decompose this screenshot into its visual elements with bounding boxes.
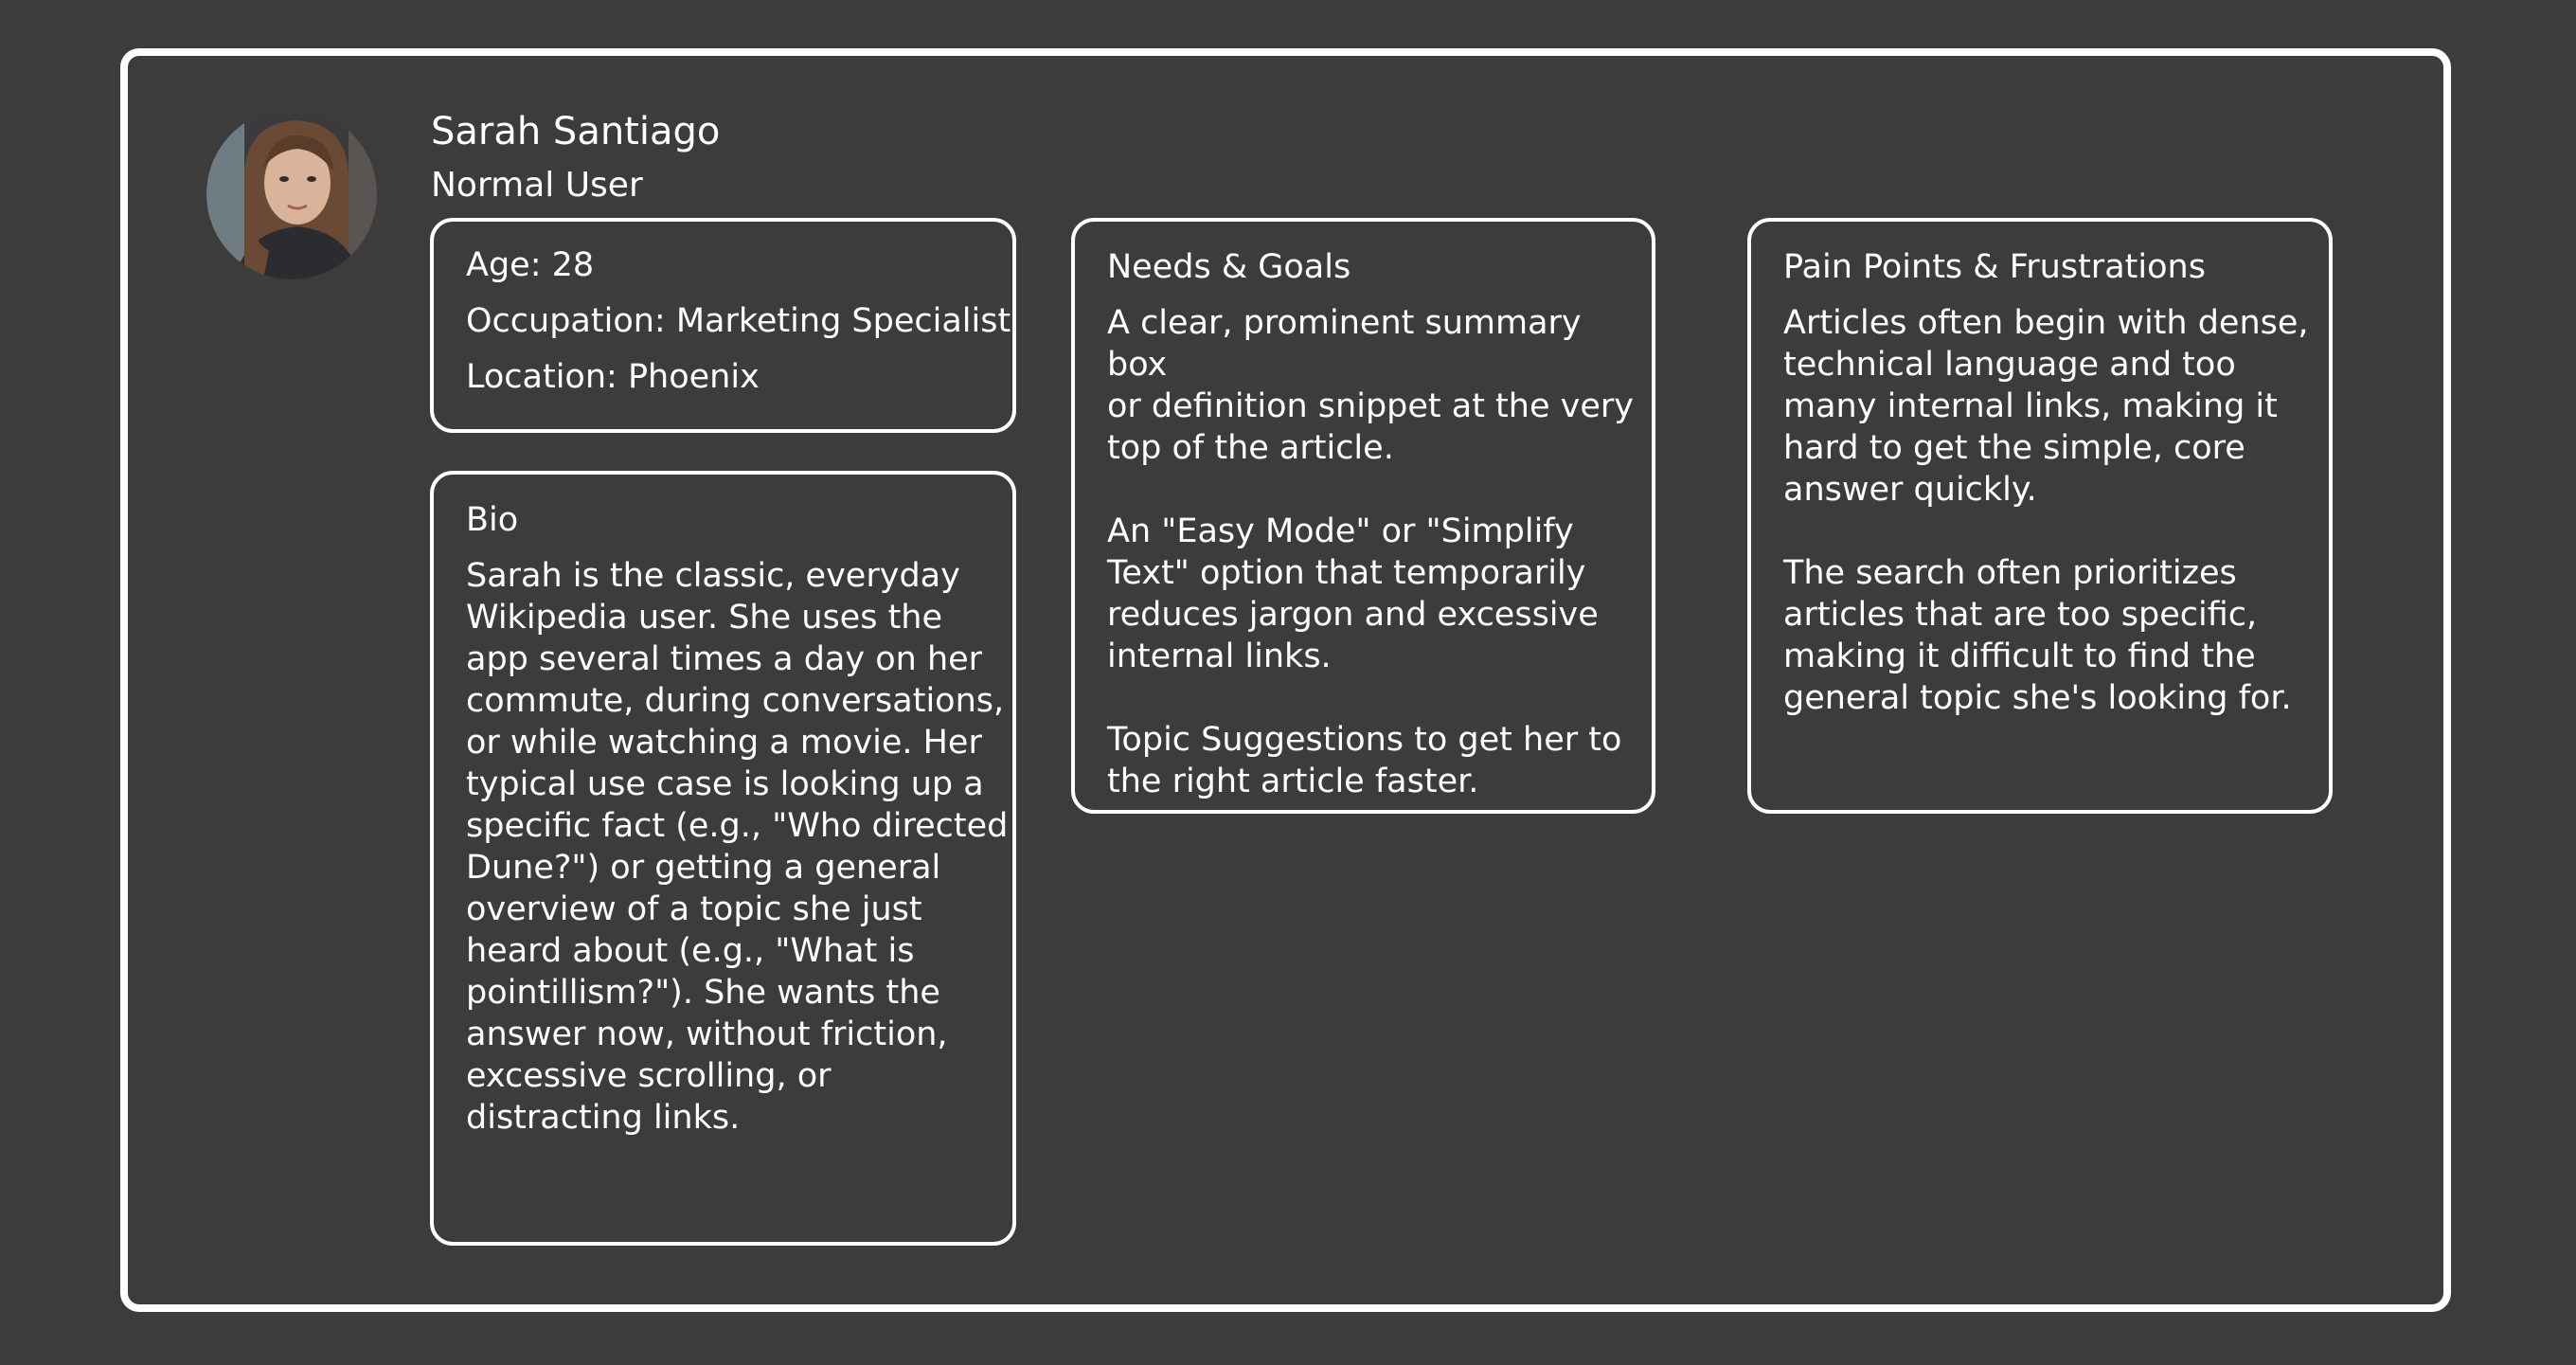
needs-goals-text: A clear, prominent summary box or definition snippet at the very top of the article. An "Easy Mode" or "Simplify Text" option that temporarily reduces jargon and excessive internal links. Topic Suggestions to get her to the right article faster. (1107, 304, 1634, 800)
persona-role: Normal User (431, 166, 643, 205)
pain-points-card (1747, 218, 2333, 814)
bio-title: Bio (466, 501, 519, 539)
info-card (430, 218, 1016, 433)
age-text: Age: 28 (466, 246, 595, 284)
occupation-text: Occupation: Marketing Specialist (466, 302, 1011, 340)
needs-goals-card (1071, 218, 1655, 814)
bio-card (430, 471, 1016, 1246)
persona-name: Sarah Santiago (431, 110, 721, 153)
bio-text: Sarah is the classic, everyday Wikipedia user. She uses the app several times a day on her commute, during conversations, or while watching a movie. Her typical use case is looking up a specific fact (e.g., "Who directed Dune?") or getting a general overview of a topic she just heard about (e.g., "What is pointillism?"). She wants the answer now, without friction, excessive scrolling, or distracting links. (466, 557, 1009, 1137)
portrait-image (206, 109, 377, 279)
pain-points-title: Pain Points & Frustrations (1783, 248, 2206, 286)
avatar (206, 109, 377, 279)
needs-goals-title: Needs & Goals (1107, 248, 1351, 286)
location-text: Location: Phoenix (466, 358, 760, 396)
pain-points-text: Articles often begin with dense, technical language and too many internal links, making it hard to get the simple, core answer quickly. The search often prioritizes articles that are too specific, making it difficult to find the general topic she's looking for. (1783, 304, 2309, 717)
